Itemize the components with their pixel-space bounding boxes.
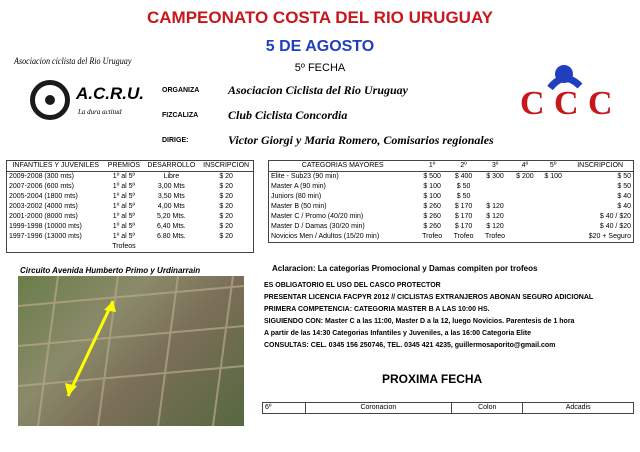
cell: Trofeo: [453, 233, 474, 240]
cell: $ 20: [219, 203, 233, 210]
cell: 1997-1996 (13000 mts): [9, 233, 82, 240]
proxima-table: [262, 402, 634, 414]
cell: 6º: [263, 403, 306, 414]
table-row: [7, 242, 254, 253]
fizcaliza-label: FIZCALIZA: [162, 112, 199, 119]
cell: 1999-1998 (10000 mts): [9, 223, 82, 230]
info-line: CONSULTAS: CEL. 0345 156 250746, TEL. 0345 421 4235, guillermosaporito@gmail.com: [264, 342, 556, 349]
cell: 2009-2008 (300 mts): [9, 173, 74, 180]
cell: [511, 222, 539, 232]
cell: $ 170: [454, 203, 473, 210]
table-row: [7, 182, 254, 192]
table-row: [269, 182, 634, 192]
cell: [7, 242, 105, 253]
col-header: 5º: [539, 161, 567, 172]
table-row: [269, 202, 634, 212]
cell: 2003-2002 (4000 mts): [9, 203, 78, 210]
info-line: SIGUIENDO CON: Master C a las 11:00, Master D a la 12, luego Novicios. Parentesis de 1 hora: [264, 318, 575, 325]
acru-acronym: A.C.R.U.: [76, 84, 144, 103]
cell: Trofeos: [112, 243, 136, 250]
table-row: [7, 212, 254, 222]
col-header: DESARROLLO: [143, 161, 199, 172]
cell: [539, 232, 567, 243]
cell: $ 40: [617, 193, 631, 200]
svg-text:C: C: [520, 85, 545, 118]
cell: Elite - Sub23 (90 min): [271, 173, 339, 180]
clarification-note: Aclaracion: La categorias Promocional y Damas compiten por trofeos: [272, 264, 538, 273]
col-header: INSCRIPCION: [199, 161, 253, 172]
col-header: 1º: [416, 161, 447, 172]
cell: $ 20: [219, 193, 233, 200]
table-row: [7, 222, 254, 232]
col-header: 2º: [448, 161, 479, 172]
cell: $ 500: [423, 173, 441, 180]
cell: 3,00 Mts: [157, 183, 185, 190]
table-header-row: [269, 161, 634, 172]
cell: 1º al 5º: [112, 213, 136, 220]
table-header-row: [7, 161, 254, 172]
acru-wheel-icon: [30, 80, 70, 120]
cell: $ 20: [219, 233, 233, 240]
cell: $ 400: [454, 173, 473, 180]
cell: [511, 192, 539, 202]
svg-text:C: C: [554, 85, 579, 118]
info-line: ES OBLIGATORIO EL USO DEL CASCO PROTECTOR: [264, 282, 441, 289]
table-row: [263, 403, 634, 414]
cell: Libre: [163, 173, 180, 180]
cell: [539, 222, 567, 232]
acru-tagline: La dura actitud: [78, 108, 122, 116]
fizcaliza-value: Club Ciclista Concordia: [228, 108, 348, 122]
cell: 3,50 Mts: [157, 193, 185, 200]
organiza-label: ORGANIZA: [162, 87, 200, 94]
cell: 1º al 5º: [112, 203, 136, 210]
juveniles-table: [6, 160, 254, 253]
table-row: [269, 192, 634, 202]
cell: [511, 182, 539, 192]
cell: [539, 202, 567, 212]
cell: $ 120: [486, 223, 504, 230]
cell: 6,40 Mts.: [156, 223, 186, 230]
cell: $20 + Seguro: [588, 233, 631, 240]
cell: [479, 182, 510, 192]
cyclist-icon: [514, 58, 624, 118]
cell: $ 260: [423, 203, 441, 210]
cell: Trofeo: [485, 233, 506, 240]
cell: $ 50: [617, 183, 631, 190]
cell: $ 20: [219, 183, 233, 190]
cell: $ 260: [423, 213, 441, 220]
cell: Master C / Promo (40/20 min): [271, 213, 364, 220]
cell: Master A (90 min): [271, 183, 326, 190]
cell: $ 20: [219, 213, 233, 220]
cell: $ 120: [486, 213, 504, 220]
cell: $ 20: [219, 173, 233, 180]
col-header: CATEGORIAS MAYORES: [269, 161, 417, 172]
table-row: [269, 232, 634, 243]
cell: $ 170: [454, 223, 473, 230]
info-line: PRESENTAR LICENCIA FACPYR 2012 // CICLISTAS EXTRANJEROS ABONAN SEGURO ADICIONAL: [264, 294, 594, 301]
mayores-table: [268, 160, 634, 243]
cell: [511, 212, 539, 222]
cell: $ 50: [617, 173, 631, 180]
cell: $ 50: [456, 193, 471, 200]
col-header: 3º: [479, 161, 510, 172]
cell: $ 40: [617, 203, 631, 210]
cell: Juniors (80 min): [271, 193, 322, 200]
cell: 6.80 Mts.: [156, 233, 186, 240]
table-row: [269, 212, 634, 222]
dirige-value: Victor Giorgi y Maria Romero, Comisarios regionales: [228, 133, 494, 147]
cell: Colon: [452, 403, 523, 414]
table-row: [7, 172, 254, 183]
table-row: [7, 192, 254, 202]
cell: 1º al 5º: [112, 183, 136, 190]
cell: 2001-2000 (8000 mts): [9, 213, 78, 220]
cell: 2005-2004 (1800 mts): [9, 193, 78, 200]
cell: 5,20 Mts.: [156, 213, 186, 220]
col-header: PREMIOS: [104, 161, 143, 172]
cell: 1º al 5º: [112, 193, 136, 200]
circuit-map: [18, 276, 244, 426]
table-row: [7, 232, 254, 242]
cell: Trofeo: [422, 233, 443, 240]
cell: $ 40 / $20: [599, 223, 631, 230]
info-line: A partir de las 14:30 Categorias Infantiles y Juveniles, a las 16:00 Categoria Elite: [264, 330, 532, 337]
proxima-title: PROXIMA FECHA: [382, 372, 483, 386]
cell: Coronacion: [305, 403, 452, 414]
cell: $ 100: [423, 183, 441, 190]
col-header: INSCRIPCION: [567, 161, 633, 172]
cell: Adcadis: [523, 403, 634, 414]
cell: [199, 242, 253, 253]
cell: [143, 242, 199, 253]
arrow-down-icon: [65, 383, 77, 396]
cell: Master B (50 min): [271, 203, 327, 210]
fecha-number: 5º FECHA: [294, 62, 346, 74]
col-header: INFANTILES Y JUVENILES: [7, 161, 105, 172]
cell: [511, 232, 539, 243]
table-row: [269, 172, 634, 183]
cell: Novicios Men / Adultos (15/20 min): [271, 233, 380, 240]
cell: $ 200: [516, 173, 534, 180]
cell: $ 100: [423, 193, 441, 200]
table-row: [7, 202, 254, 212]
cell: [511, 202, 539, 212]
cell: 4,00 Mts: [157, 203, 185, 210]
cell: 2007-2006 (600 mts): [9, 183, 74, 190]
dirige-label: DIRIGE:: [162, 137, 189, 144]
cell: $ 260: [423, 223, 441, 230]
cell: 1º al 5º: [112, 173, 136, 180]
circuit-label: Circuito Avenida Humberto Primo y Urdinarrain: [20, 266, 201, 275]
cell: $ 120: [486, 203, 504, 210]
cell: $ 50: [456, 183, 471, 190]
page-title: CAMPEONATO COSTA DEL RIO URUGUAY: [146, 8, 493, 27]
cell: 1º al 5º: [112, 233, 136, 240]
cell: [539, 192, 567, 202]
table-row: [269, 222, 634, 232]
cell: Master D / Damas (30/20 min): [271, 223, 365, 230]
svg-text:C: C: [588, 85, 613, 118]
info-line: PRIMERA COMPETENCIA: CATEGORIA MASTER B A LAS 10:00 HS.: [264, 306, 490, 313]
cell: $ 300: [486, 173, 504, 180]
cell: 1º al 5º: [112, 223, 136, 230]
cell: $ 20: [219, 223, 233, 230]
cell: $ 100: [544, 173, 562, 180]
cell: $ 40 / $20: [599, 213, 631, 220]
cell: $ 170: [454, 213, 473, 220]
cell: [539, 212, 567, 222]
event-date: 5 DE AGOSTO: [265, 38, 375, 55]
organiza-value: Asociacion Ciclista del Rio Uruguay: [228, 83, 409, 97]
col-header: 4º: [511, 161, 539, 172]
cell: [539, 182, 567, 192]
cell: [479, 192, 510, 202]
route-line: [68, 301, 113, 396]
acru-org-name: Asociacion ciclista del Rio Uruguay: [14, 56, 132, 66]
